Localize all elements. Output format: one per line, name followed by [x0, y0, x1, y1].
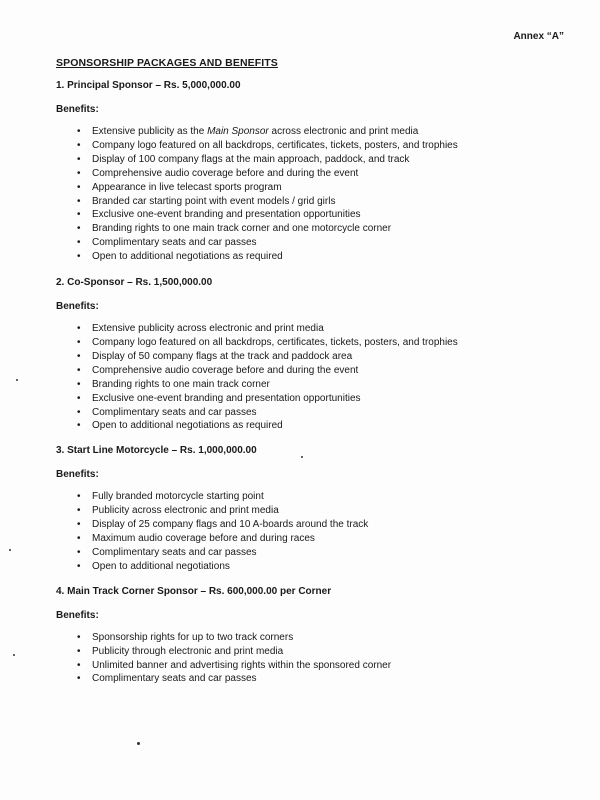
benefit-text: Display of 50 company flags at the track and paddock area [92, 350, 353, 362]
benefit-text: Publicity through electronic and print media [92, 645, 284, 657]
bullet-icon: • [77, 560, 81, 572]
scan-speck [137, 742, 140, 745]
benefits-label: Benefits: [56, 301, 99, 313]
benefit-item [77, 645, 566, 659]
bullet-icon: • [77, 631, 81, 643]
benefit-text: Open to additional negotiations as required [92, 251, 283, 263]
benefit-item [77, 195, 566, 209]
benefit-text: Complimentary seats and car passes [92, 673, 257, 685]
benefit-text: Complimentary seats and car passes [92, 406, 257, 418]
scan-speck [301, 456, 303, 458]
benefit-item [77, 631, 566, 645]
bullet-icon: • [77, 350, 81, 362]
scan-speck [16, 379, 18, 381]
benefit-text: Complimentary seats and car passes [92, 546, 257, 558]
benefit-text: Sponsorship rights for up to two track corners [92, 631, 294, 643]
benefit-item [77, 236, 566, 250]
benefit-item [77, 659, 566, 673]
benefit-text: Branding rights to one main track corner and one motorcycle corner [92, 223, 392, 235]
benefit-text: Extensive publicity as the Main Sponsor across electronic and print media [92, 126, 419, 137]
bullet-icon: • [77, 546, 81, 558]
benefit-list [56, 490, 566, 573]
bullet-icon: • [77, 223, 81, 235]
bullet-icon: • [77, 251, 81, 263]
benefit-item [77, 392, 566, 406]
package-heading: 4. Main Track Corner Sponsor – Rs. 600,000.00 per Corner [56, 585, 332, 597]
benefit-item [77, 406, 566, 420]
benefit-list [56, 322, 566, 433]
package-section-track-corner [56, 585, 566, 687]
bullet-icon: • [77, 378, 81, 390]
document-title: SPONSORSHIP PACKAGES AND BENEFITS [56, 57, 278, 69]
benefit-text: Complimentary seats and car passes [92, 237, 257, 249]
package-section-co-sponsor [56, 276, 566, 433]
benefit-list [56, 631, 566, 687]
benefit-item [77, 419, 566, 433]
benefit-item [77, 336, 566, 350]
bullet-icon: • [77, 126, 81, 137]
package-section-principal [56, 79, 566, 264]
benefit-item [77, 181, 566, 195]
benefit-item [77, 167, 566, 181]
benefit-text: Company logo featured on all backdrops, certificates, tickets, posters, and trophies [92, 139, 458, 151]
annex-label: Annex “A” [513, 31, 564, 42]
benefit-item [77, 672, 566, 686]
bullet-icon: • [77, 533, 81, 545]
benefit-item [77, 350, 566, 364]
benefit-list [56, 125, 566, 264]
package-heading: 3. Start Line Motorcycle – Rs. 1,000,000.00 [56, 445, 257, 457]
benefit-text: Comprehensive audio coverage before and during the event [92, 167, 359, 179]
bullet-icon: • [77, 209, 81, 221]
benefit-item [77, 490, 566, 504]
bullet-icon: • [77, 519, 81, 531]
emphasized-phrase: Main Sponsor [207, 126, 269, 137]
benefit-text: Branding rights to one main track corner [92, 378, 270, 390]
document-content [56, 57, 566, 697]
benefit-item [77, 322, 566, 336]
benefit-item [77, 504, 566, 518]
benefit-item [77, 208, 566, 222]
bullet-icon: • [77, 392, 81, 404]
benefit-item [77, 139, 566, 153]
benefit-text: Company logo featured on all backdrops, certificates, tickets, posters, and trophies [92, 336, 458, 348]
bullet-icon: • [77, 505, 81, 517]
benefit-text: Maximum audio coverage before and during races [92, 533, 315, 545]
benefit-item [77, 153, 566, 167]
bullet-icon: • [77, 167, 81, 179]
benefit-text: Display of 100 company flags at the main approach, paddock, and track [92, 153, 410, 165]
benefit-item [77, 378, 566, 392]
bullet-icon: • [77, 153, 81, 165]
benefit-text: Open to additional negotiations as required [92, 420, 283, 432]
benefit-text: Display of 25 company flags and 10 A-boards around the track [92, 519, 369, 531]
bullet-icon: • [77, 364, 81, 376]
benefits-label: Benefits: [56, 104, 99, 115]
bullet-icon: • [77, 237, 81, 249]
benefit-text: Exclusive one-event branding and presentation opportunities [92, 209, 361, 221]
bullet-icon: • [77, 139, 81, 151]
package-heading: 1. Principal Sponsor – Rs. 5,000,000.00 [56, 80, 241, 91]
bullet-icon: • [77, 645, 81, 657]
scan-speck [9, 549, 11, 551]
benefit-item [77, 125, 566, 139]
scan-speck [13, 654, 15, 656]
benefit-item [77, 364, 566, 378]
benefit-text: Appearance in live telecast sports program [92, 181, 282, 193]
bullet-icon: • [77, 181, 81, 193]
package-section-start-line [56, 444, 566, 573]
bullet-icon: • [77, 195, 81, 207]
benefit-item [77, 222, 566, 236]
benefit-text: Branded car starting point with event models / grid girls [92, 195, 336, 207]
bullet-icon: • [77, 336, 81, 348]
package-heading: 2. Co-Sponsor – Rs. 1,500,000.00 [56, 277, 213, 289]
benefit-item [77, 250, 566, 264]
benefit-text: Unlimited banner and advertising rights within the sponsored corner [92, 659, 392, 671]
benefit-text: Fully branded motorcycle starting point [92, 491, 264, 503]
benefit-item [77, 560, 566, 574]
bullet-icon: • [77, 406, 81, 418]
benefits-label: Benefits: [56, 609, 99, 621]
benefit-text: Extensive publicity across electronic and print media [92, 323, 324, 335]
benefit-item [77, 518, 566, 532]
benefit-item [77, 546, 566, 560]
benefits-label: Benefits: [56, 469, 99, 481]
bullet-icon: • [77, 420, 81, 432]
benefit-text: Open to additional negotiations [92, 560, 230, 572]
bullet-icon: • [77, 673, 81, 685]
benefit-item [77, 532, 566, 546]
bullet-icon: • [77, 323, 81, 335]
bullet-icon: • [77, 659, 81, 671]
benefit-text: Comprehensive audio coverage before and during the event [92, 364, 359, 376]
bullet-icon: • [77, 491, 81, 503]
benefit-text: Publicity across electronic and print media [92, 505, 279, 517]
benefit-text: Exclusive one-event branding and presentation opportunities [92, 392, 361, 404]
